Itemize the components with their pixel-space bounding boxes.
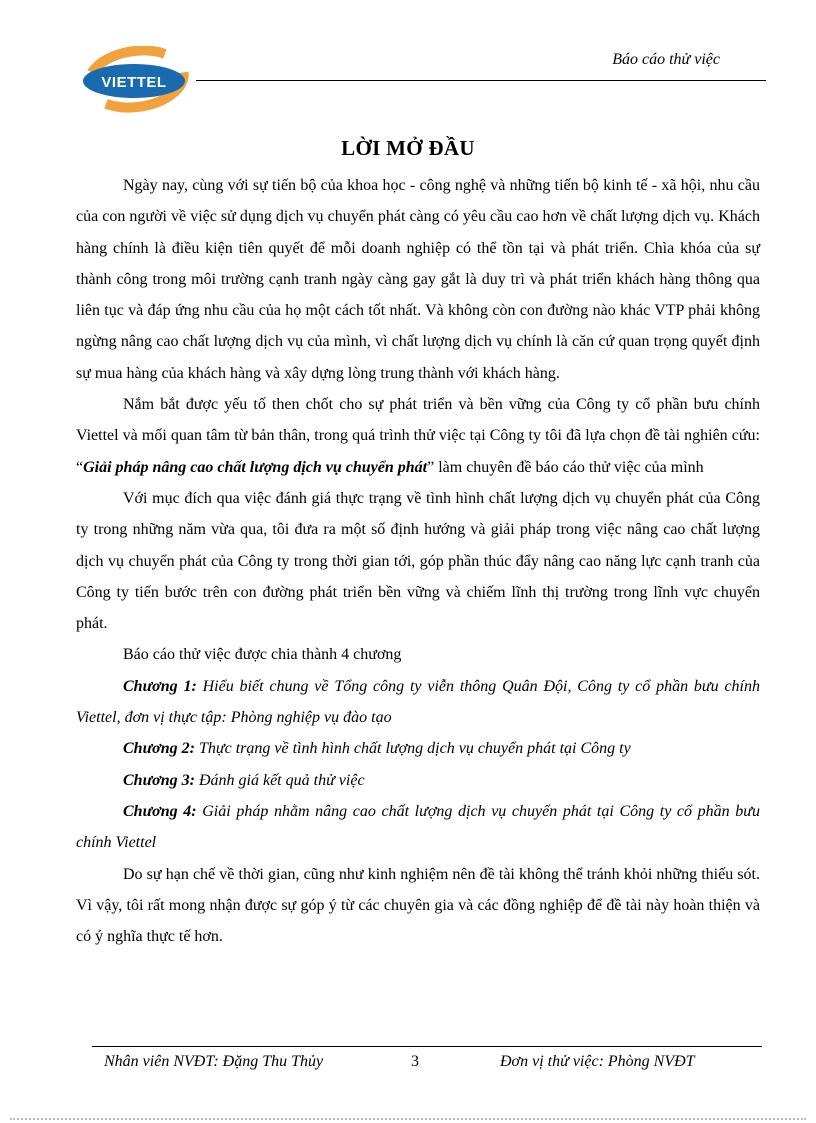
chapter-label: Chương 3:: [123, 771, 195, 789]
footer-rule: [92, 1046, 762, 1047]
document-heading: LỜI MỞ ĐẦU: [341, 136, 475, 160]
chapter-3: [76, 765, 760, 796]
footer-author: Nhân viên NVĐT: Đặng Thu Thủy: [104, 1053, 324, 1070]
chapter-1: [76, 671, 760, 734]
page-number: 3: [411, 1053, 419, 1070]
paragraph-purpose: Với mục đích qua việc đánh giá thực trạng về tình hình chất lượng dịch vụ chuyển phát của Công ty trong những năm vừa qua, tôi đưa ra một số định hướng và giải pháp trong việc nâng cao chất lượng dịch vụ chuyển phát của Công ty trong thời gian tới, góp phần thúc đẩy nâng cao năng lực cạnh tranh của Công ty tiến bước trên con đường phát triển bền vững và chiếm lĩnh thị trường trong lĩnh vực chuyển phát.: [76, 489, 760, 633]
topic-tail: ” làm chuyên đề báo cáo thử việc của mình: [427, 458, 704, 476]
chapter-4: [76, 796, 760, 859]
footer-unit: Đơn vị thử việc: Phòng NVĐT: [500, 1053, 695, 1070]
chapter-text: Đánh giá kết quả thử việc: [198, 771, 365, 789]
chapter-text: Hiểu biết chung về Tổng công ty viễn thông Quân Đội, Công ty cổ phần bưu chính Viettel, đơn vị thực tập: Phòng nghiệp vụ đào tạo: [76, 677, 761, 727]
logo-wordmark: VIETTEL: [101, 74, 167, 91]
topic-lead: Nắm bắt được yếu tố then chốt cho sự phát triển và bền vững của Công ty cổ phần bưu chính Viettel và mối quan tâm từ bản thân, trong quá trình thử việc tại Công ty tôi đã lựa chọn đề tài nghiên cứu: “: [76, 396, 760, 476]
chapter-text: Thực trạng về tình hình chất lượng dịch vụ chuyển phát tại Công ty: [198, 740, 631, 758]
document-body: [76, 170, 760, 952]
paragraph-topic: [76, 389, 760, 483]
chapter-2: [76, 733, 760, 764]
topic-title: Giải pháp nâng cao chất lượng dịch vụ chuyển phát: [83, 458, 428, 476]
header-rule: [196, 80, 766, 81]
paragraph-structure: Báo cáo thử việc được chia thành 4 chương: [123, 646, 402, 664]
page-bottom-border: [10, 1118, 806, 1120]
chapter-label: Chương 2:: [123, 740, 195, 758]
chapter-text: Giải pháp nhằm nâng cao chất lượng dịch vụ chuyển phát tại Công ty cổ phần bưu chính Viettel: [76, 802, 761, 852]
header-title: Báo cáo thử việc: [612, 51, 720, 68]
paragraph-closing: Do sự hạn chế về thời gian, cũng như kinh nghiệm nên đề tài không thể tránh khỏi những thiếu sót. Vì vậy, tôi rất mong nhận được sự góp ý từ các chuyên gia và các đồng nghiệp để đề tài này hoàn thiện và có ý nghĩa thực tế hơn.: [76, 865, 760, 946]
chapter-label: Chương 1:: [123, 677, 197, 695]
paragraph-intro: Ngày nay, cùng với sự tiến bộ của khoa học - công nghệ và những tiến bộ kinh tế - xã hội, nhu cầu của con người về việc sử dụng dịch vụ chuyển phát càng có yêu cầu cao hơn về chất lượng dịch vụ. Khách hàng chính là điều kiện tiên quyết để mỗi doanh nghiệp có thể tồn tại và phát triển. Chìa khóa của sự thành công trong môi trường cạnh tranh ngày càng gay gắt là duy trì và phát triển khách hàng thông qua liên tục và đáp ứng nhu cầu của họ một cách tốt nhất. Và không còn con đường nào khác VTP phải không ngừng nâng cao chất lượng dịch vụ của mình, vì chất lượng dịch vụ chính là căn cứ quan trọng quyết định sự mua hàng của khách hàng và xây dựng lòng trung thành với khách hàng.: [76, 177, 760, 382]
chapter-label: Chương 4:: [123, 802, 197, 820]
viettel-logo: [78, 46, 190, 114]
